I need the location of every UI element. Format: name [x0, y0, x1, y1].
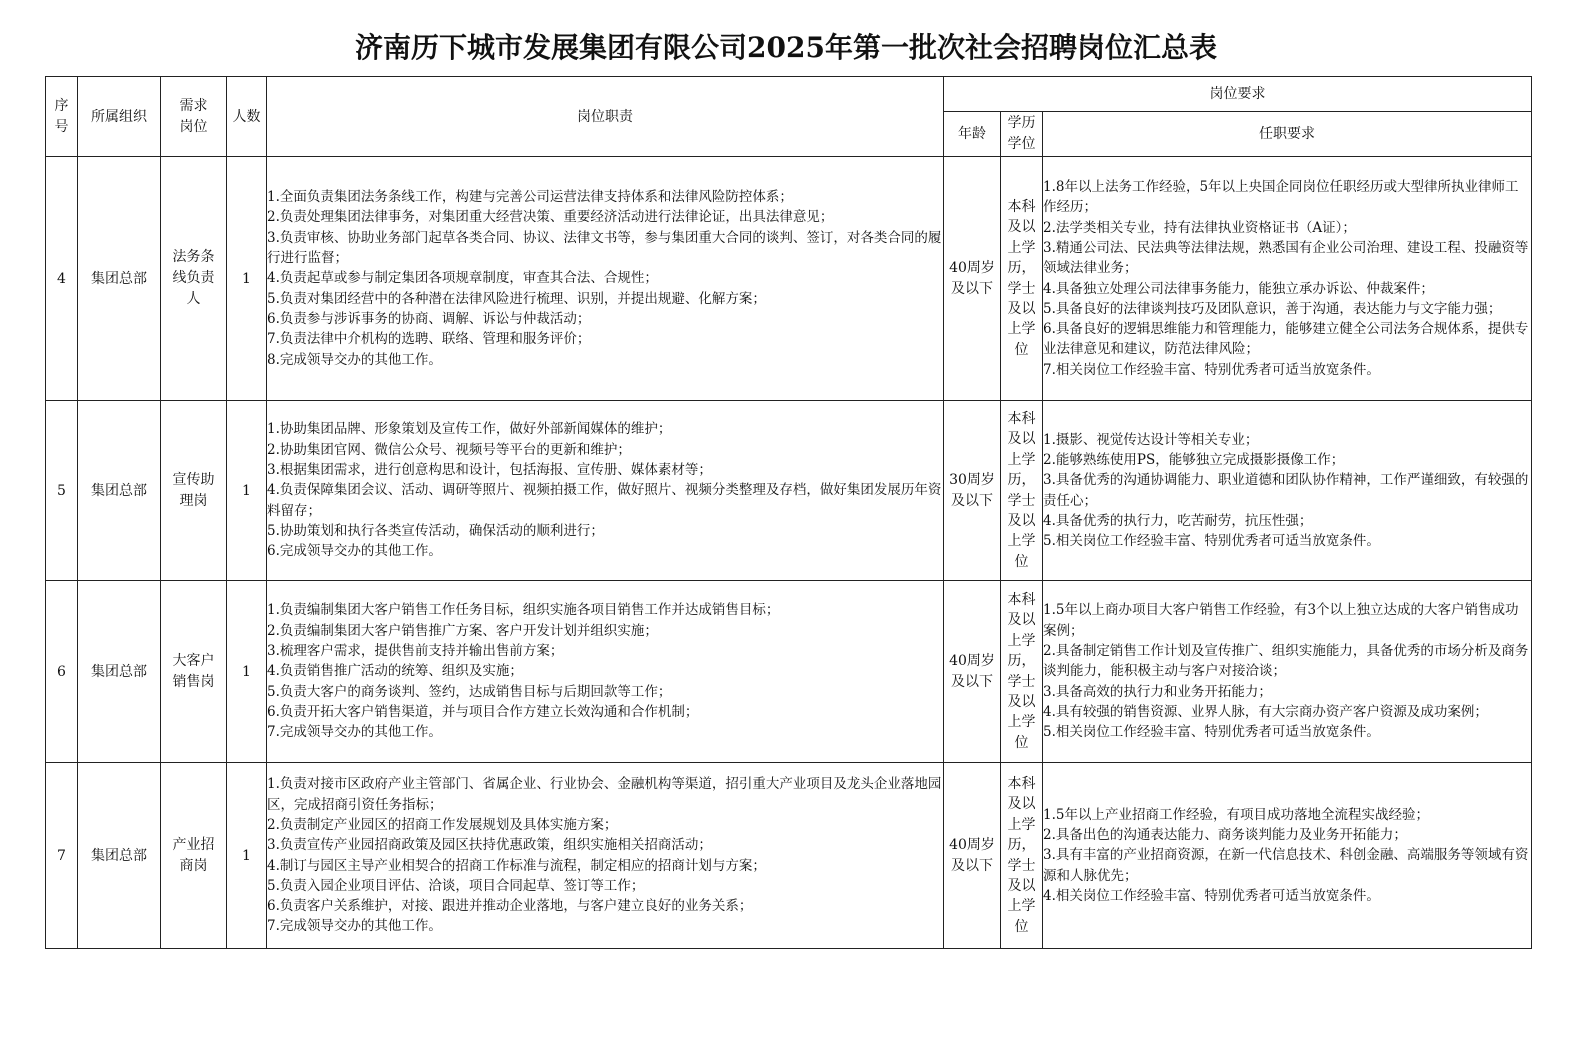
qual-item: 1.摄影、视觉传达设计等相关专业；: [1043, 431, 1259, 448]
qual-item: 1.8年以上法务工作经验，5年以上央国企同岗位任职经历或大型律所执业律师工作经历；: [1043, 179, 1519, 216]
row-seq: 5: [46, 401, 78, 581]
duty-item: 3.梳理客户需求，提供售前支持并输出售前方案；: [267, 643, 564, 660]
table-row: [46, 401, 1532, 581]
row-duties: [267, 401, 944, 581]
qual-item: 3.精通公司法、民法典等法律法规，熟悉国有企业公司治理、建设工程、投融资等领域法律业务；: [1043, 239, 1529, 277]
duty-item: 5.负责大客户的商务谈判、签约，达成销售目标与后期回款等工作；: [267, 683, 672, 700]
table-row: [46, 157, 1532, 401]
qual-item: 5.具备良好的法律谈判技巧及团队意识，善于沟通，表达能力与文字能力强；: [1043, 300, 1502, 317]
qual-item: 2.法学类相关专业，持有法律执业资格证书（A证）；: [1043, 219, 1356, 236]
row-seq: 4: [46, 157, 78, 401]
header-org: 所属组织: [78, 77, 161, 157]
duty-item: 1.协助集团品牌、形象策划及宣传工作，做好外部新闻媒体的维护；: [267, 421, 672, 438]
row-age: 40周岁及以下: [944, 157, 1001, 401]
qual-item: 3.具有丰富的产业招商资源，在新一代信息技术、科创金融、高端服务等领域有资源和人脉优先；: [1043, 847, 1529, 884]
duty-item: 2.负责编制集团大客户销售推广方案、客户开发计划并组织实施；: [267, 622, 658, 639]
qual-item: 5.相关岗位工作经验丰富、特别优秀者可适当放宽条件。: [1043, 533, 1380, 550]
table-row: [46, 763, 1532, 949]
duty-item: 2.负责处理集团法律事务，对集团重大经营决策、重要经济活动进行法律论证，出具法律意见；: [267, 209, 834, 226]
qual-item: 3.具备优秀的沟通协调能力、职业道德和团队协作精神，工作严谨细致，有较强的责任心；: [1043, 472, 1529, 509]
row-seq: 7: [46, 763, 78, 949]
duty-item: 6.负责客户关系维护，对接、跟进并推动企业落地，与客户建立良好的业务关系；: [267, 898, 753, 915]
row-age: 40周岁及以下: [944, 763, 1001, 949]
duty-item: 1.全面负责集团法务条线工作，构建与完善公司运营法律支持体系和法律风险防控体系；: [267, 189, 793, 206]
duty-item: 6.完成领导交办的其他工作。: [267, 543, 442, 560]
header-qual: 任职要求: [1043, 112, 1532, 157]
duty-item: 6.负责参与涉诉事务的协商、调解、诉讼与仲裁活动；: [267, 310, 591, 327]
row-duties: [267, 157, 944, 401]
row-edu: 本科及以上学历，学士及以上学位: [1001, 581, 1043, 763]
qual-item: 3.具备高效的执行力和业务开拓能力；: [1043, 683, 1272, 700]
duty-item: 1.负责对接市区政府产业主管部门、省属企业、行业协会、金融机构等渠道，招引重大产业项目及龙头企业落地园区，完成招商引资任务指标；: [267, 776, 942, 813]
row-count: 1: [227, 763, 267, 949]
qual-item: 5.相关岗位工作经验丰富、特别优秀者可适当放宽条件。: [1043, 724, 1380, 741]
duty-item: 4.负责销售推广活动的统筹、组织及实施；: [267, 663, 523, 680]
header-age: 年龄: [944, 112, 1001, 157]
row-edu: 本科及以上学历，学士及以上学位: [1001, 401, 1043, 581]
duty-item: 8.完成领导交办的其他工作。: [267, 351, 442, 368]
row-position: 法务条线负责人: [161, 157, 227, 401]
row-duties: [267, 581, 944, 763]
row-count: 1: [227, 581, 267, 763]
row-edu: 本科及以上学历，学士及以上学位: [1001, 763, 1043, 949]
duty-item: 7.负责法律中介机构的选聘、联络、管理和服务评价；: [267, 331, 591, 348]
row-position: 产业招商岗: [161, 763, 227, 949]
duty-item: 3.负责宣传产业园招商政策及园区扶持优惠政策，组织实施相关招商活动；: [267, 837, 712, 854]
header-requirements: 岗位要求: [944, 77, 1532, 112]
duty-item: 4.制订与园区主导产业相契合的招商工作标准与流程，制定相应的招商计划与方案；: [267, 857, 766, 874]
qual-item: 6.具备良好的逻辑思维能力和管理能力，能够建立健全公司法务合规体系，提供专业法律意见和建议，防范法律风险；: [1043, 321, 1529, 358]
row-org: 集团总部: [78, 157, 161, 401]
qual-item: 2.具备出色的沟通表达能力、商务谈判能力及业务开拓能力；: [1043, 827, 1407, 844]
row-qualifications: [1043, 401, 1532, 581]
qual-item: 4.相关岗位工作经验丰富、特别优秀者可适当放宽条件。: [1043, 887, 1380, 904]
duty-item: 2.协助集团官网、微信公众号、视频号等平台的更新和维护；: [267, 441, 631, 458]
header-position: 需求岗位: [161, 77, 227, 157]
duty-item: 1.负责编制集团大客户销售工作任务目标，组织实施各项目销售工作并达成销售目标；: [267, 602, 780, 619]
header-duties: 岗位职责: [267, 77, 944, 157]
row-duties: [267, 763, 944, 949]
row-seq: 6: [46, 581, 78, 763]
page-title: 济南历下城市发展集团有限公司2025年第一批次社会招聘岗位汇总表: [355, 31, 1217, 64]
table-row: [46, 581, 1532, 763]
qual-item: 1.5年以上商办项目大客户销售工作经验，有3个以上独立达成的大客户销售成功案例；: [1043, 602, 1519, 639]
duty-item: 4.负责起草或参与制定集团各项规章制度，审查其合法、合规性；: [267, 270, 658, 287]
duty-item: 3.根据集团需求，进行创意构思和设计，包括海报、宣传册、媒体素材等；: [267, 462, 712, 479]
row-org: 集团总部: [78, 763, 161, 949]
qual-item: 2.能够熟练使用PS，能够独立完成摄影摄像工作；: [1043, 451, 1345, 468]
row-count: 1: [227, 401, 267, 581]
qual-item: 1.5年以上产业招商工作经验，有项目成功落地全流程实战经验；: [1043, 806, 1429, 823]
header-edu: 学历学位: [1001, 112, 1043, 157]
row-position: 大客户销售岗: [161, 581, 227, 763]
recruitment-table: [45, 76, 1532, 949]
duty-item: 6.负责开拓大客户销售渠道，并与项目合作方建立长效沟通和合作机制；: [267, 703, 699, 720]
row-org: 集团总部: [78, 581, 161, 763]
row-age: 30周岁及以下: [944, 401, 1001, 581]
duty-item: 7.完成领导交办的其他工作。: [267, 724, 442, 741]
row-qualifications: [1043, 157, 1532, 401]
duty-item: 5.协助策划和执行各类宣传活动，确保活动的顺利进行；: [267, 522, 604, 539]
row-edu: 本科及以上学历，学士及以上学位: [1001, 157, 1043, 401]
duty-item: 4.负责保障集团会议、活动、调研等照片、视频拍摄工作，做好照片、视频分类整理及存档，做好集团发展历年资料留存；: [267, 482, 942, 519]
row-count: 1: [227, 157, 267, 401]
row-org: 集团总部: [78, 401, 161, 581]
qual-item: 4.具备独立处理公司法律事务能力，能独立承办诉讼、仲裁案件；: [1043, 280, 1434, 297]
duty-item: 5.负责对集团经营中的各种潜在法律风险进行梳理、识别，并提出规避、化解方案；: [267, 290, 766, 307]
row-position: 宣传助理岗: [161, 401, 227, 581]
row-age: 40周岁及以下: [944, 581, 1001, 763]
header-count: 人数: [227, 77, 267, 157]
duty-item: 5.负责入园企业项目评估、洽谈，项目合同起草、签订等工作；: [267, 877, 645, 894]
duty-item: 7.完成领导交办的其他工作。: [267, 918, 442, 935]
duty-item: 3.负责审核、协助业务部门起草各类合同、协议、法律文书等，参与集团重大合同的谈判、签订，对各类合同的履行进行监督；: [267, 229, 942, 267]
row-qualifications: [1043, 763, 1532, 949]
qual-item: 4.具有较强的销售资源、业界人脉，有大宗商办资产客户资源及成功案例；: [1043, 703, 1488, 720]
row-qualifications: [1043, 581, 1532, 763]
header-seq: 序号: [46, 77, 78, 157]
qual-item: 2.具备制定销售工作计划及宣传推广、组织实施能力，具备优秀的市场分析及商务谈判能力，能积极主动与客户对接洽谈；: [1043, 643, 1529, 680]
qual-item: 4.具备优秀的执行力，吃苦耐劳，抗压性强；: [1043, 512, 1313, 529]
duty-item: 2.负责制定产业园区的招商工作发展规划及具体实施方案；: [267, 816, 618, 833]
qual-item: 7.相关岗位工作经验丰富、特别优秀者可适当放宽条件。: [1043, 361, 1380, 378]
